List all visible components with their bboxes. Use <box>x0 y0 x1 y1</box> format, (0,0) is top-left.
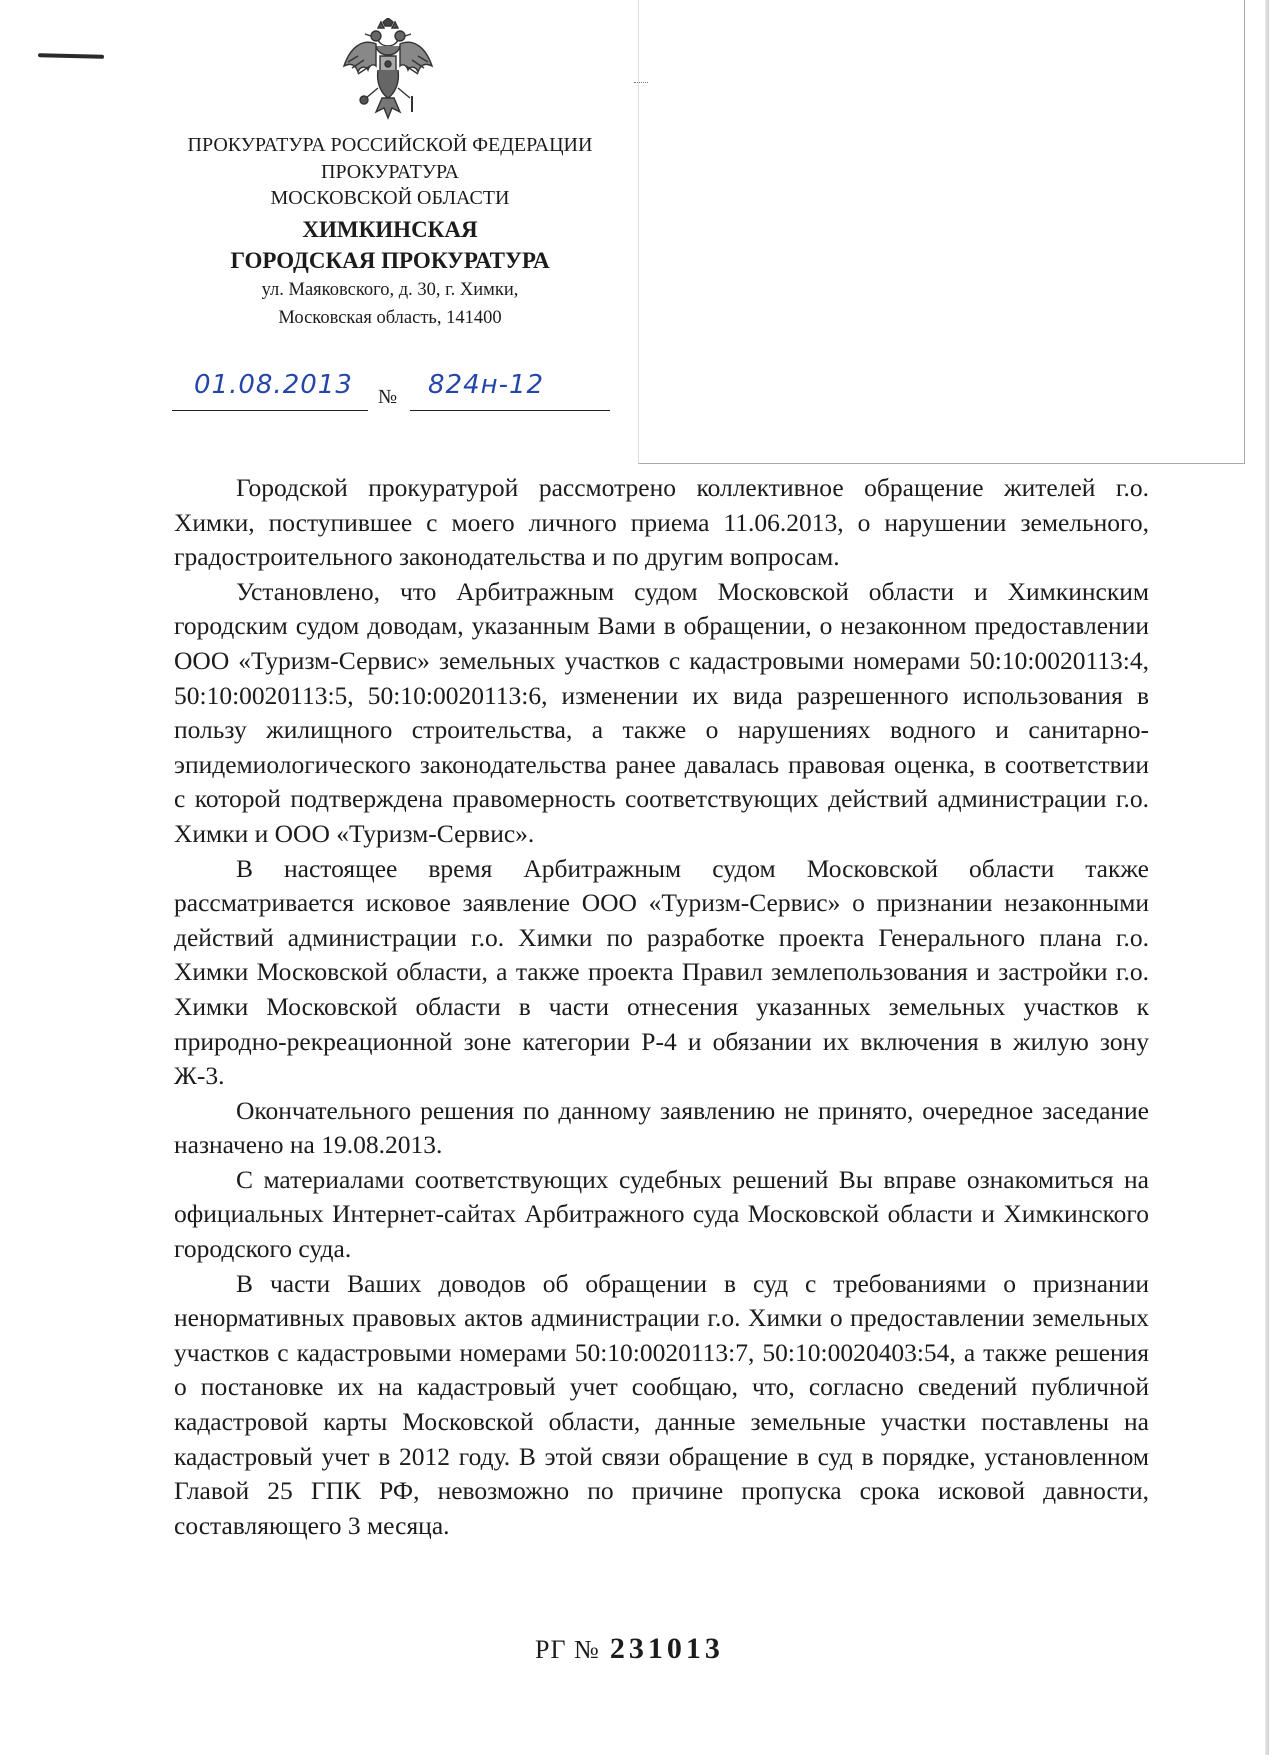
letterhead-line-1: ПРОКУРАТУРА РОССИЙСКОЙ ФЕДЕРАЦИИ <box>187 134 593 156</box>
addressee-box <box>638 0 1245 464</box>
letterhead-line-3: МОСКОВСКОЙ ОБЛАСТИ <box>270 187 510 209</box>
body-paragraph-2: Установлено, что Арбитражным судом Московской области и Химкинским городским судом доводам, указанным Вами в обращении, о незаконном предоставлении ООО «Туризм-Сервис» земельных участков с кадастровыми номерами 50:10:0020113:4, 50:10:0020113:5, 50:10:0020113:6, изменении их вида разрешенного использования в пользу жилищного строительства, а также о нарушениях водного и санитарно-эпидемиологического законодательства ранее давалась правовая оценка, в соответствии с которой подтверждена правомерность соответствующих действий администрации г.о. Химки и ООО «Туризм-Сервис». <box>174 576 1149 848</box>
ink-mark <box>38 53 104 59</box>
address-line-1: ул. Маяковского, д. 30, г. Химки, <box>261 280 519 300</box>
scan-edge <box>1265 0 1269 1755</box>
body-paragraph-1: Городской прокуратурой рассмотрено коллективное обращение жителей г.о. Химки, поступившее с моего личного приема 11.06.2013, о нарушении земельного, градостроительного законодательства и по другим вопросам. <box>174 473 1149 572</box>
eagle-emblem-icon <box>338 18 438 123</box>
registration-line <box>172 366 612 412</box>
body-paragraph-4: Окончательного решения по данному заявлению не принято, очередное заседание назначено на 19.08.2013. <box>174 1095 1149 1160</box>
letterhead <box>150 132 630 332</box>
registration-number: 824н-12 <box>428 370 545 400</box>
body-paragraph-3: В настоящее время Арбитражным судом Московской области также рассматривается исковое заявление ООО «Туризм-Сервис» о признании незаконными действий администрации г.о. Химки по разработке проекта Генерального плана г.о. Химки Московской области, а также проекта Правил землепользования и застройки г.о. Химки Московской области в части отнесения указанных земельных участков к природно-рекреационной зоне категории Р-4 и обязании их включения в жилую зону Ж-3. <box>174 853 1149 1091</box>
body-paragraph-6: В части Ваших доводов об обращении в суд с требованиями о признании ненормативных правовых актов администрации г.о. Химки о предоставлении земельных участков с кадастровыми номерами 50:10:0020113:7, 50:10:0020403:54, а также решения о постановке их на кадастровый учет сообщаю, что, согласно сведений публичной кадастровой карты Московской области, данные земельные участки поставлены на кадастровый учет в 2012 году. В этой связи обращение в суд в порядке, установленном Главой 25 ГПК РФ, невозможно по причине пропуска срока исковой давности, составляющего 3 месяца. <box>174 1268 1149 1540</box>
registration-date-field <box>172 366 368 411</box>
serial-digits: 231013 <box>609 1632 724 1665</box>
address-line-2: Московская область, 141400 <box>278 308 502 328</box>
org-name-line-2: ГОРОДСКАЯ ПРОКУРАТУРА <box>230 248 550 273</box>
letterhead-line-2: ПРОКУРАТУРА <box>321 161 459 183</box>
body-paragraph-5: С материалами соответствующих судебных решений Вы вправе ознакомиться на официальных Интернет-сайтах Арбитражного суда Московской области и Химкинского городского суда. <box>174 1164 1149 1264</box>
registration-date: 01.08.2013 <box>194 370 353 400</box>
serial-series: РГ № <box>535 1635 600 1664</box>
letter-body <box>174 471 1149 1543</box>
registration-number-field <box>410 366 610 411</box>
dotted-mark <box>634 82 648 85</box>
number-sign: № <box>378 386 398 408</box>
org-name-line-1: ХИМКИНСКАЯ <box>302 217 478 242</box>
form-serial-number <box>535 1632 724 1666</box>
